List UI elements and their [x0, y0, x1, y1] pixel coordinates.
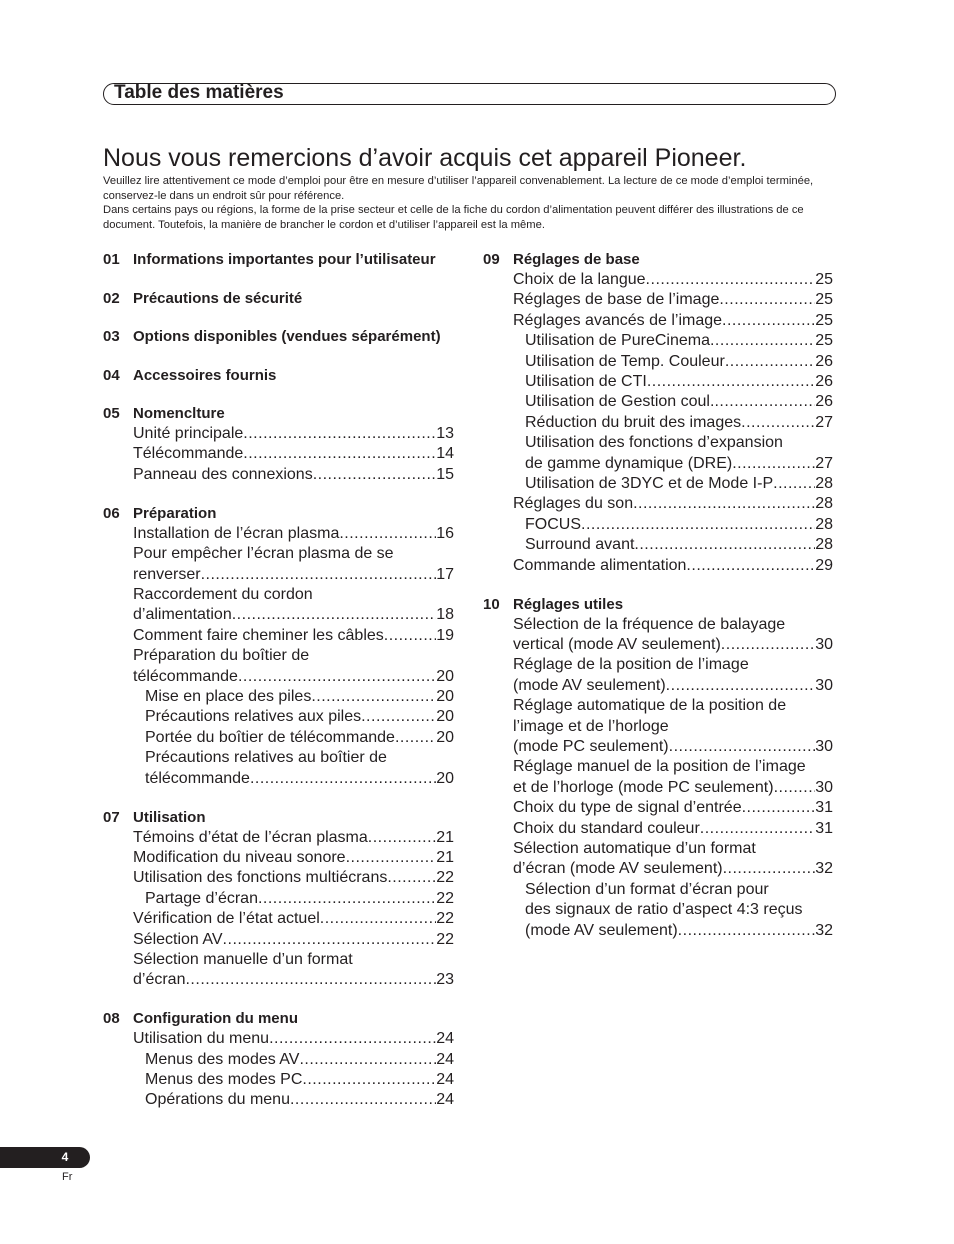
- toc-section: [103, 1009, 454, 1111]
- toc-section-number: 07: [103, 808, 120, 826]
- toc-section-title: Options disponibles (vendues séparément): [133, 328, 441, 345]
- toc-section: [103, 250, 454, 270]
- toc-page-number: 27: [815, 413, 833, 431]
- toc-entry-last-line: [133, 1029, 454, 1049]
- toc-entry-last-line: [513, 676, 833, 696]
- toc-entry: [483, 880, 833, 941]
- toc-entry: [483, 696, 833, 757]
- toc-dot-leader: [721, 635, 815, 655]
- toc-entry-text: Comment faire cheminer les câbles: [133, 626, 384, 644]
- toc-entry: [483, 819, 833, 839]
- toc-entry: [103, 1029, 454, 1049]
- toc-entry-text: Télécommande: [133, 445, 244, 463]
- page-title: Nous vous remercions d’avoir acquis cet appareil Pioneer.: [103, 144, 747, 172]
- toc-entry: [103, 848, 454, 868]
- toc-page-number: 22: [436, 910, 454, 928]
- toc-entry: [103, 707, 454, 727]
- toc-page-number: 25: [815, 271, 833, 288]
- toc-entry: [483, 372, 833, 392]
- toc-entry-line: Pour empêcher l’écran plasma de se: [133, 545, 394, 563]
- toc-dot-leader: [581, 515, 815, 535]
- toc-section-heading: [103, 250, 454, 270]
- intro-text: [103, 174, 833, 232]
- toc-entry-text: (mode AV seulement): [513, 676, 666, 694]
- toc-page-number: 16: [436, 524, 454, 542]
- toc-entry: [103, 1050, 454, 1070]
- toc-page-number: 18: [436, 606, 454, 624]
- toc-entry: [483, 270, 833, 290]
- toc-entry-last-line: [133, 909, 454, 929]
- toc-entry: [103, 930, 454, 950]
- toc-page-number: 19: [436, 626, 454, 644]
- toc-entry-last-line: [513, 737, 833, 757]
- toc-dot-leader: [243, 424, 436, 444]
- toc-page-number: 30: [815, 778, 833, 796]
- toc-entry-last-line: [525, 392, 833, 412]
- toc-section-heading: [483, 595, 833, 615]
- toc-page-number: 14: [436, 445, 454, 463]
- toc-section-number: 08: [103, 1010, 120, 1028]
- toc-entry: [103, 424, 454, 444]
- toc-entry-text: Utilisation de 3DYC et de Mode I-P: [525, 475, 774, 493]
- toc-section-number: 04: [103, 366, 120, 384]
- toc-entry-text: Panneau des connexions: [133, 465, 313, 483]
- toc-entry-line: Précautions relatives au boîtier de: [145, 749, 387, 767]
- toc-dot-leader: [387, 868, 436, 888]
- toc-entry-text: Utilisation des fonctions multiécrans: [133, 869, 388, 887]
- toc-dot-leader: [686, 556, 815, 576]
- toc-entry-last-line: [513, 819, 833, 839]
- toc-entry: [103, 728, 454, 748]
- toc-entry-text: Témoins d’état de l’écran plasma: [133, 828, 368, 846]
- toc-page-number: 21: [436, 848, 454, 866]
- toc-entry: [483, 839, 833, 880]
- toc-dot-leader: [732, 454, 815, 474]
- toc-page-number: 32: [815, 921, 833, 939]
- toc-page-number: 28: [815, 475, 833, 493]
- toc-entry: [483, 474, 833, 494]
- toc-dot-leader: [647, 372, 815, 392]
- toc-section-number: 01: [103, 251, 120, 268]
- toc-entry: [103, 909, 454, 929]
- toc-section-heading: [103, 289, 454, 309]
- toc-section-title: Utilisation: [133, 808, 206, 826]
- toc-entry-last-line: [513, 859, 833, 879]
- toc-entry-last-line: [513, 494, 833, 514]
- toc-entry-text: Surround avant: [525, 536, 635, 554]
- toc-dot-leader: [714, 392, 815, 412]
- toc-entry-text: Choix du type de signal d’entrée: [513, 799, 742, 817]
- toc-entry-last-line: [133, 565, 454, 585]
- toc-entry-line: Réglage manuel de la position de l’image: [513, 758, 806, 776]
- toc-dot-leader: [669, 737, 816, 757]
- toc-entry: [103, 1090, 454, 1110]
- toc-dot-leader: [232, 605, 436, 625]
- toc-entry-last-line: [525, 535, 833, 555]
- toc-section-title: Configuration du menu: [133, 1010, 298, 1028]
- toc-page-number: 24: [436, 1071, 454, 1089]
- toc-section-number: 10: [483, 595, 500, 613]
- toc-section-heading: [103, 366, 454, 386]
- toc-entry-last-line: [133, 605, 454, 625]
- toc-dot-leader: [302, 1070, 436, 1090]
- toc-page-number: 31: [815, 799, 833, 817]
- toc-dot-leader: [719, 290, 815, 310]
- toc-entry-text: Unité principale: [133, 425, 244, 442]
- toc-entry-line: Utilisation des fonctions d’expansion: [525, 434, 783, 452]
- toc-entry-text: (mode PC seulement): [513, 738, 669, 756]
- toc-entry-last-line: [525, 352, 833, 372]
- toc-section-heading: [103, 404, 454, 424]
- toc-entry-last-line: [525, 413, 833, 433]
- toc-section-title: Précautions de sécurité: [133, 289, 303, 307]
- toc-entry-last-line: [145, 889, 454, 909]
- toc-entry-last-line: [145, 1090, 454, 1110]
- toc-section: [103, 289, 454, 309]
- toc-dot-leader: [725, 352, 815, 372]
- toc-page-number: 13: [436, 425, 454, 442]
- toc-entry: [103, 626, 454, 646]
- intro-paragraph: Dans certains pays ou régions, la forme de la prise secteur et celle de la fiche du cordon d’alimentation peuvent différer des illustrations de ce document. Toutefois, la manière de brancher le cordon et d’utiliser l’appareil est la même.: [103, 204, 804, 231]
- toc-section: [483, 595, 833, 942]
- toc-entry: [103, 1070, 454, 1090]
- toc-entry: [103, 828, 454, 848]
- toc-dot-leader: [250, 769, 436, 789]
- toc-section-number: 06: [103, 504, 120, 522]
- toc-page-number: 25: [815, 291, 833, 309]
- toc-page-number: 22: [436, 869, 454, 887]
- toc-entry-text: Réduction du bruit des images: [525, 413, 742, 431]
- language-label: Fr: [62, 1171, 73, 1183]
- toc-dot-leader: [634, 535, 815, 555]
- toc-entry: [483, 392, 833, 412]
- toc-dot-leader: [339, 524, 436, 544]
- toc-dot-leader: [774, 778, 816, 798]
- toc-entry-text: Partage d’écran: [145, 889, 258, 907]
- toc-entry-last-line: [513, 270, 833, 290]
- toc-entry-text: télécommande: [133, 667, 238, 685]
- toc-dot-leader: [722, 311, 815, 331]
- toc-section-title: Réglages utiles: [513, 595, 624, 613]
- toc-entry: [483, 413, 833, 433]
- toc-section: [103, 327, 454, 347]
- toc-entry-text: Menus des modes AV: [145, 1050, 300, 1068]
- toc-page-number: 21: [436, 828, 454, 846]
- toc-entry-text: Mise en place des piles: [145, 687, 312, 705]
- toc-section: [103, 366, 454, 386]
- toc-entry-last-line: [525, 474, 833, 494]
- toc-section-heading: [103, 808, 454, 828]
- toc-entry-text: Opérations du menu: [145, 1091, 290, 1109]
- toc-page-number: 28: [815, 495, 833, 513]
- toc-page-number: 30: [815, 636, 833, 653]
- toc-page-number: 20: [436, 728, 454, 746]
- toc-entry: [103, 524, 454, 544]
- toc-entry-last-line: [133, 828, 454, 848]
- toc-section-title: Nomenclture: [133, 405, 225, 422]
- toc-section-title: Réglages de base: [513, 251, 640, 268]
- toc-entry: [483, 290, 833, 310]
- toc-page-number: 30: [815, 676, 833, 694]
- toc-entry: [103, 950, 454, 991]
- toc-entry-text: vertical (mode AV seulement): [513, 636, 721, 653]
- toc-page-number: 32: [815, 860, 833, 878]
- toc-entry-text: Choix de la langue: [513, 271, 646, 288]
- toc-page-number: 23: [436, 971, 454, 989]
- toc-entry-last-line: [133, 970, 454, 990]
- toc-section-number: 05: [103, 405, 120, 422]
- toc-entry-text: d’alimentation: [133, 606, 232, 624]
- toc-entry-text: Utilisation de CTI: [525, 373, 647, 391]
- toc-entry-last-line: [133, 444, 454, 464]
- toc-dot-leader: [368, 828, 436, 848]
- toc-entry-last-line: [145, 728, 454, 748]
- toc-entry-text: Modification du niveau sonore: [133, 848, 346, 866]
- toc-entry-line: Sélection manuelle d’un format: [133, 950, 353, 968]
- toc-section: [103, 808, 454, 991]
- toc-entry-text: Choix du standard couleur: [513, 819, 700, 837]
- toc-section-heading: [483, 250, 833, 270]
- toc-entry-last-line: [145, 707, 454, 727]
- toc-page-number: 24: [436, 1050, 454, 1068]
- toc-section-heading: [103, 504, 454, 524]
- toc-page-number: 26: [815, 352, 833, 370]
- toc-dot-leader: [700, 819, 815, 839]
- toc-entry-text: Utilisation de Gestion coul.: [525, 393, 715, 411]
- toc-entry-line: Préparation du boîtier de: [133, 647, 310, 665]
- toc-dot-leader: [313, 465, 437, 485]
- section-header-title: Table des matières: [114, 82, 284, 103]
- toc-entry: [483, 556, 833, 576]
- toc-entry-last-line: [133, 868, 454, 888]
- toc-entry-last-line: [133, 626, 454, 646]
- toc-entry-last-line: [133, 424, 454, 444]
- toc-entry-last-line: [145, 769, 454, 789]
- toc-page-number: 20: [436, 708, 454, 726]
- toc-dot-leader: [238, 667, 436, 687]
- toc-entry: [483, 311, 833, 331]
- toc-entry: [483, 494, 833, 514]
- toc-entry-text: Réglages de base de l’image: [513, 291, 720, 309]
- toc-dot-leader: [395, 728, 436, 748]
- toc-page-number: 22: [436, 930, 454, 948]
- toc-section-title: Accessoires fournis: [133, 366, 277, 384]
- toc-entry: [483, 535, 833, 555]
- toc-entry-line: l’image et de l’horloge: [513, 717, 669, 735]
- toc-dot-leader: [723, 859, 816, 879]
- toc-entry-last-line: [525, 372, 833, 392]
- toc-page-number: 26: [815, 373, 833, 391]
- toc-dot-leader: [741, 413, 815, 433]
- toc-page-number: 20: [436, 667, 454, 685]
- toc-entry-line: Sélection automatique d’un format: [513, 840, 756, 858]
- toc-entry: [103, 748, 454, 789]
- toc-entry: [103, 465, 454, 485]
- page-number: 4: [0, 1147, 90, 1168]
- toc-dot-leader: [258, 889, 436, 909]
- toc-entry-last-line: [513, 778, 833, 798]
- toc-dot-leader: [320, 909, 436, 929]
- intro-paragraph: Veuillez lire attentivement ce mode d’emploi pour être en mesure d’utiliser l’appareil convenablement. La lecture de ce mode d’emploi terminée, conservez-le dans un endroit sûr pour référence.: [103, 175, 814, 202]
- toc-page-number: 17: [436, 565, 454, 583]
- toc-entry-text: Portée du boîtier de télécommande: [145, 728, 395, 746]
- toc-dot-leader: [361, 707, 436, 727]
- toc-entry-last-line: [145, 1070, 454, 1090]
- toc-entry: [103, 868, 454, 888]
- toc-dot-leader: [269, 1029, 436, 1049]
- toc-entry-text: Commande alimentation: [513, 556, 687, 574]
- toc-entry-last-line: [513, 635, 833, 655]
- toc-entry: [103, 544, 454, 585]
- toc-page-number: 20: [436, 769, 454, 787]
- toc-dot-leader: [346, 848, 437, 868]
- toc-entry-text: Utilisation du menu: [133, 1030, 270, 1048]
- toc-dot-leader: [710, 331, 815, 351]
- toc-entry-text: d’écran (mode AV seulement): [513, 860, 723, 878]
- toc-entry-text: Réglages du son: [513, 495, 634, 513]
- toc-entry-last-line: [145, 1050, 454, 1070]
- toc-page-number: 22: [436, 889, 454, 907]
- toc-entry-last-line: [525, 921, 833, 941]
- toc-page-number: 31: [815, 819, 833, 837]
- toc-entry-text: Vérification de l’état actuel: [133, 910, 320, 928]
- toc-entry-last-line: [133, 930, 454, 950]
- toc-page-number: 29: [815, 556, 833, 574]
- toc-entry-last-line: [133, 848, 454, 868]
- toc-page-number: 25: [815, 332, 833, 350]
- toc-dot-leader: [646, 270, 816, 290]
- toc-section-heading: [103, 1009, 454, 1029]
- toc-entry-line: Sélection d’un format d’écran pour: [525, 880, 769, 898]
- toc-entry-text: télécommande: [145, 769, 250, 787]
- toc-entry-text: Menus des modes PC: [145, 1071, 303, 1089]
- toc-dot-leader: [201, 565, 437, 585]
- toc-dot-leader: [311, 687, 436, 707]
- toc-section-title: Préparation: [133, 504, 217, 522]
- toc-section-heading: [103, 327, 454, 347]
- toc-entry: [483, 515, 833, 535]
- toc-dot-leader: [290, 1090, 436, 1110]
- toc-entry-text: Utilisation de PureCinema: [525, 332, 710, 350]
- toc-entry: [483, 352, 833, 372]
- toc-entry: [103, 889, 454, 909]
- toc-entry: [103, 585, 454, 626]
- toc-entry-text: FOCUS: [525, 515, 581, 533]
- toc-entry-last-line: [513, 290, 833, 310]
- toc-page-number: 20: [436, 687, 454, 705]
- toc-entry-last-line: [525, 331, 833, 351]
- toc-entry-text: Réglages avancés de l’image: [513, 311, 723, 329]
- toc-dot-leader: [666, 676, 816, 696]
- toc-entry-last-line: [513, 311, 833, 331]
- toc-page-number: 30: [815, 738, 833, 756]
- toc-dot-leader: [742, 798, 816, 818]
- toc-entry-last-line: [133, 524, 454, 544]
- toc-column-left: [103, 250, 454, 1129]
- toc-dot-leader: [773, 474, 815, 494]
- toc-entry-line: Sélection de la fréquence de balayage: [513, 615, 786, 633]
- toc-entry-line: des signaux de ratio d’aspect 4:3 reçus: [525, 901, 803, 919]
- toc-dot-leader: [299, 1050, 436, 1070]
- toc-page-number: 24: [436, 1091, 454, 1109]
- toc-section-title: Informations importantes pour l’utilisateur: [133, 251, 436, 268]
- toc-entry-last-line: [133, 667, 454, 687]
- toc-entry: [483, 655, 833, 696]
- toc-entry-text: Utilisation de Temp. Couleur: [525, 352, 725, 370]
- toc-entry-text: renverser: [133, 565, 201, 583]
- toc-page-number: 25: [815, 311, 833, 329]
- toc-entry-last-line: [133, 465, 454, 485]
- toc-section-number: 09: [483, 251, 500, 268]
- toc-entry-last-line: [525, 454, 833, 474]
- toc-entry-text: et de l’horloge (mode PC seulement): [513, 778, 774, 796]
- toc-entry-text: de gamme dynamique (DRE): [525, 454, 733, 472]
- toc-page-number: 24: [436, 1030, 454, 1048]
- toc-entry-text: Sélection AV: [133, 930, 223, 948]
- toc-entry-last-line: [525, 515, 833, 535]
- toc-entry: [483, 798, 833, 818]
- toc-section-number: 02: [103, 289, 120, 307]
- toc-entry-text: Précautions relatives aux piles: [145, 708, 362, 726]
- toc-entry: [483, 331, 833, 351]
- toc-entry: [103, 646, 454, 687]
- toc-page-number: 28: [815, 536, 833, 554]
- toc-section-number: 03: [103, 328, 120, 345]
- toc-entry-last-line: [513, 798, 833, 818]
- toc-page-number: 27: [815, 454, 833, 472]
- toc-entry-line: Réglage automatique de la position de: [513, 697, 787, 715]
- toc-entry-text: (mode AV seulement): [525, 921, 678, 939]
- toc-entry: [483, 757, 833, 798]
- toc-entry: [103, 687, 454, 707]
- toc-page-number: 26: [815, 393, 833, 411]
- toc-page-number: 15: [436, 465, 454, 483]
- toc-entry: [103, 444, 454, 464]
- toc-column-right: [483, 250, 833, 960]
- toc-entry-last-line: [513, 556, 833, 576]
- toc-entry-text: Installation de l’écran plasma: [133, 524, 340, 542]
- toc-dot-leader: [243, 444, 436, 464]
- toc-dot-leader: [185, 970, 436, 990]
- toc-entry: [483, 615, 833, 656]
- toc-section: [103, 504, 454, 789]
- toc-dot-leader: [384, 626, 436, 646]
- toc-page-number: 28: [815, 515, 833, 533]
- toc-dot-leader: [633, 494, 815, 514]
- toc-dot-leader: [678, 921, 816, 941]
- toc-dot-leader: [223, 930, 437, 950]
- toc-section: [483, 250, 833, 576]
- toc-entry-last-line: [145, 687, 454, 707]
- toc-entry-text: d’écran: [133, 971, 186, 989]
- toc-entry-line: Raccordement du cordon: [133, 585, 313, 603]
- toc-entry: [483, 433, 833, 474]
- toc-section: [103, 404, 454, 485]
- toc-entry-line: Réglage de la position de l’image: [513, 656, 749, 674]
